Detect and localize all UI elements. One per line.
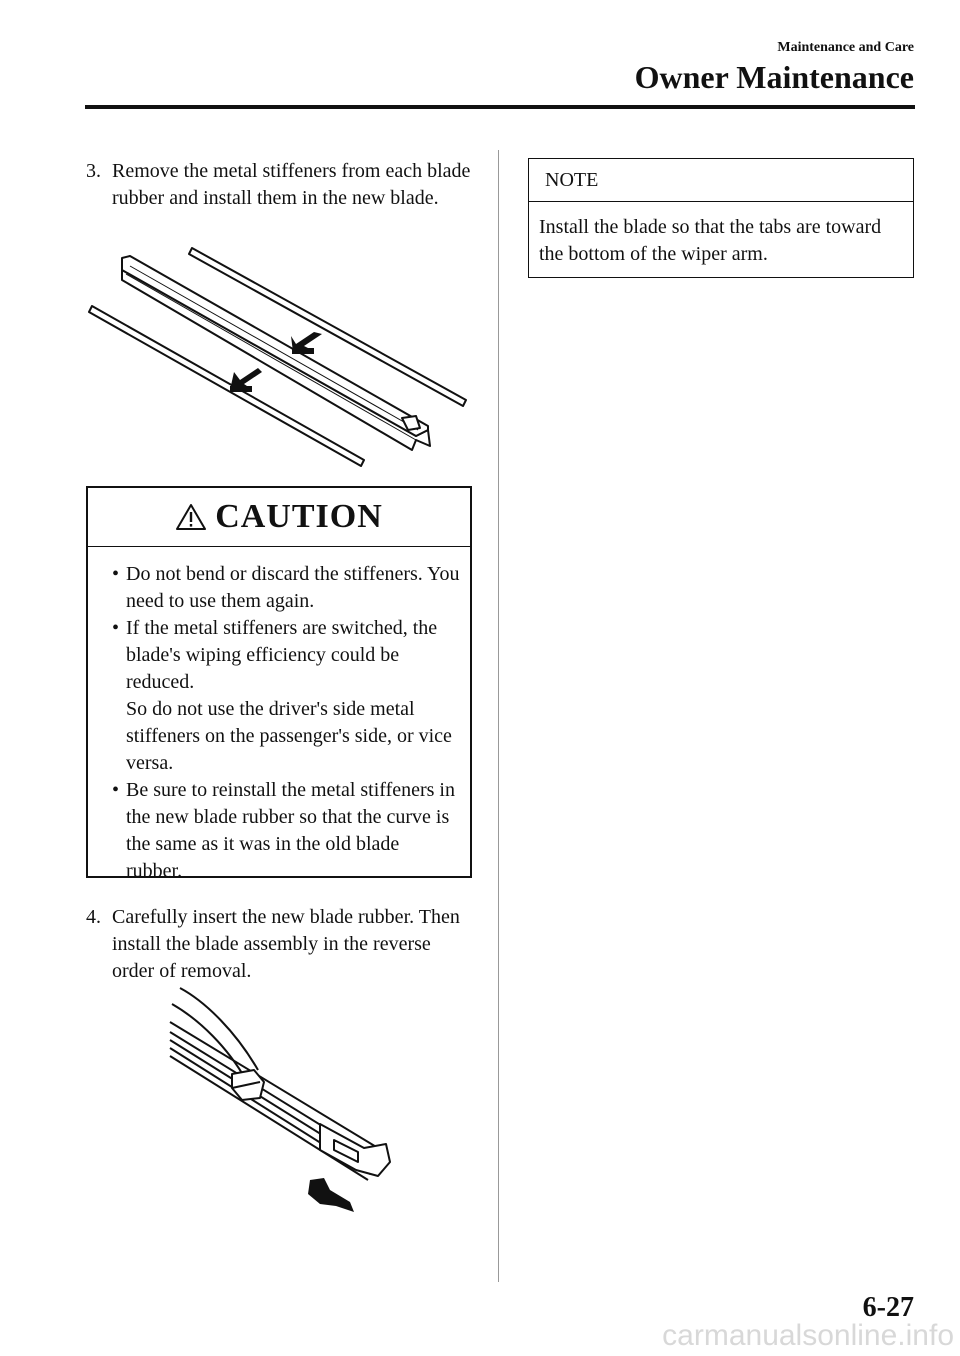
step-number: 3. <box>86 160 101 182</box>
caution-item <box>104 561 460 615</box>
step-text: Carefully insert the new blade rubber. Then install the blade assembly in the reverse order of removal. <box>112 906 460 982</box>
page-title: Owner Maintenance <box>634 59 914 95</box>
note-box <box>528 158 914 278</box>
caution-item-extra: So do not use the driver's side metal stiffeners on the passenger's side, or vice versa. <box>126 698 452 774</box>
caution-list <box>88 547 470 885</box>
step-text: Remove the metal stiffeners from each blade rubber and install them in the new blade. <box>112 160 471 209</box>
blade-insertion-illustration <box>160 982 400 1222</box>
caution-item-text: Be sure to reinstall the metal stiffeners in the new blade rubber so that the curve is the same as it was in the old blade rubber. <box>126 779 455 882</box>
arrow-icon <box>230 368 262 392</box>
step-4 <box>86 904 476 985</box>
arrow-icon <box>291 332 322 354</box>
section-header: Maintenance and Care <box>777 40 914 55</box>
stiffener-removal-illustration <box>86 240 476 472</box>
column-divider <box>498 150 499 1282</box>
caution-item-text: Do not bend or discard the stiffeners. You need to use them again. <box>126 563 460 612</box>
caution-header <box>88 488 470 547</box>
note-header: NOTE <box>529 159 913 202</box>
blade-clip <box>232 1070 264 1100</box>
watermark: carmanualsonline.info <box>662 1319 954 1352</box>
arrow-icon <box>308 1178 354 1212</box>
note-text: Install the blade so that the tabs are toward the bottom of the wiper arm. <box>539 216 882 265</box>
header-divider <box>85 105 915 109</box>
step-3 <box>86 158 476 212</box>
bullet-icon: • <box>112 779 120 801</box>
caution-box <box>86 486 472 882</box>
caution-item <box>104 777 460 885</box>
warning-triangle-icon <box>175 503 207 531</box>
page-number: 6-27 <box>862 1292 914 1323</box>
bullet-icon: • <box>112 563 120 585</box>
caution-item <box>104 615 460 777</box>
blade-assembly <box>170 1022 390 1180</box>
caution-title: CAUTION <box>215 498 383 535</box>
step-number: 4. <box>86 906 101 928</box>
caution-item-text: If the metal stiffeners are switched, the blade's wiping efficiency could be reduced. <box>126 617 438 693</box>
bullet-icon: • <box>112 617 120 639</box>
